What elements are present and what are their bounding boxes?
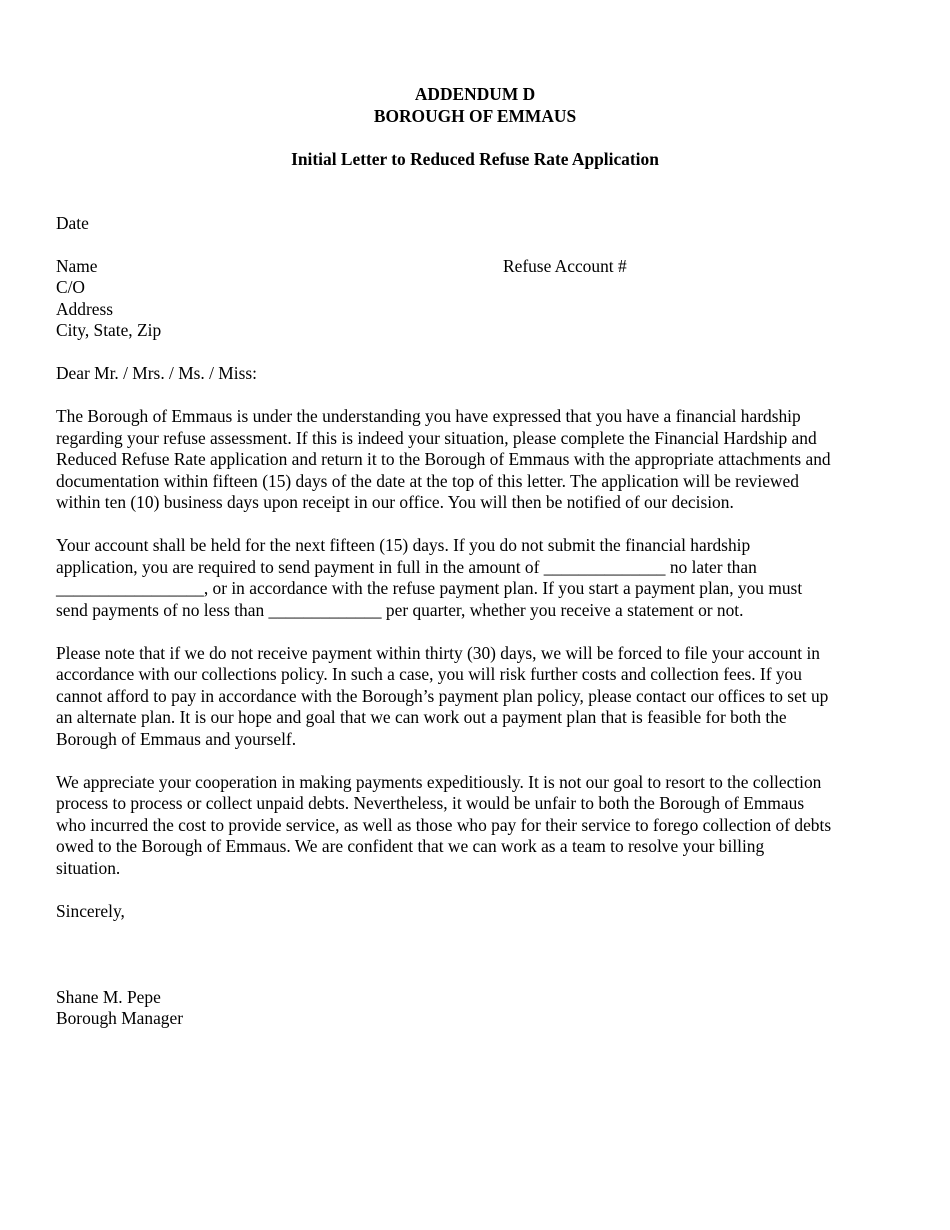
- paragraph-collections: [56, 643, 894, 751]
- paragraph-hardship: [56, 406, 894, 514]
- paragraph-line: Please note that if we do not receive payment within thirty (30) days, we will be forced to file your account in: [56, 642, 820, 663]
- paragraph-line: an alternate plan. It is our hope and goal that we can work out a payment plan that is feasible for both the: [56, 707, 787, 727]
- recipient-address-block: [56, 256, 894, 342]
- paragraph-line: within ten (10) business days upon receipt in our office. You will then be notified of our decision.: [56, 492, 734, 512]
- date-label: Date: [56, 212, 89, 233]
- paragraph-line: process to process or collect unpaid debts. Nevertheless, it would be unfair to both the Borough of Emmaus: [56, 793, 805, 813]
- refuse-account-label: Refuse Account #: [503, 255, 627, 276]
- signer-name: Shane M. Pepe: [56, 986, 161, 1007]
- paragraph-line: The Borough of Emmaus is under the understanding you have expressed that you have a financial hardship: [56, 406, 801, 426]
- paragraph-payment: [56, 535, 894, 621]
- recipient-co-line: C/O: [56, 277, 85, 297]
- recipient-name-line: Name: [56, 255, 98, 276]
- paragraph-line: situation.: [56, 857, 121, 878]
- paragraph-line: accordance with our collections policy. In such a case, you will risk further costs and collection fees. If you: [56, 664, 802, 684]
- paragraph-line: Borough of Emmaus and yourself.: [56, 728, 297, 749]
- organization-heading: BOROUGH OF EMMAUS: [373, 105, 577, 126]
- paragraph-line: who incurred the cost to provide service, as well as those who pay for their service to forego collection of debts: [56, 814, 832, 835]
- closing: Sincerely,: [56, 900, 125, 921]
- paragraph-line: cannot afford to pay in accordance with the Borough’s payment plan policy, please contact our offices to set up: [56, 685, 829, 706]
- paragraph-line: application, you are required to send payment in full in the amount of ______________ no later than: [56, 556, 757, 577]
- paragraph-line: send payments of no less than _____________ per quarter, whether you receive a statement or not.: [56, 599, 744, 620]
- recipient-address-line: Address: [56, 298, 113, 319]
- letter-page: [56, 84, 894, 1030]
- paragraph-line: _________________, or in accordance with the refuse payment plan. If you start a payment plan, you must: [56, 578, 803, 598]
- paragraph-line: owed to the Borough of Emmaus. We are confident that we can work as a team to resolve your billing: [56, 836, 765, 856]
- paragraph-line: Reduced Refuse Rate application and return it to the Borough of Emmaus with the appropriate attachments and: [56, 449, 831, 469]
- signature-block: [56, 987, 894, 1030]
- paragraph-line: We appreciate your cooperation in making payments expeditiously. It is not our goal to resort to the collection: [56, 771, 822, 792]
- salutation: Dear Mr. / Mrs. / Ms. / Miss:: [56, 363, 257, 383]
- paragraph-cooperation: [56, 772, 894, 880]
- paragraph-line: regarding your refuse assessment. If this is indeed your situation, please complete the Financial Hardship and: [56, 427, 817, 448]
- document-title: Initial Letter to Reduced Refuse Rate Application: [291, 149, 659, 169]
- signer-title: Borough Manager: [56, 1008, 184, 1028]
- recipient-city-line: City, State, Zip: [56, 320, 162, 340]
- paragraph-line: documentation within fifteen (15) days of the date at the top of this letter. The application will be reviewed: [56, 470, 799, 491]
- addendum-heading: ADDENDUM D: [414, 84, 536, 104]
- paragraph-line: Your account shall be held for the next fifteen (15) days. If you do not submit the financial hardship: [56, 535, 751, 555]
